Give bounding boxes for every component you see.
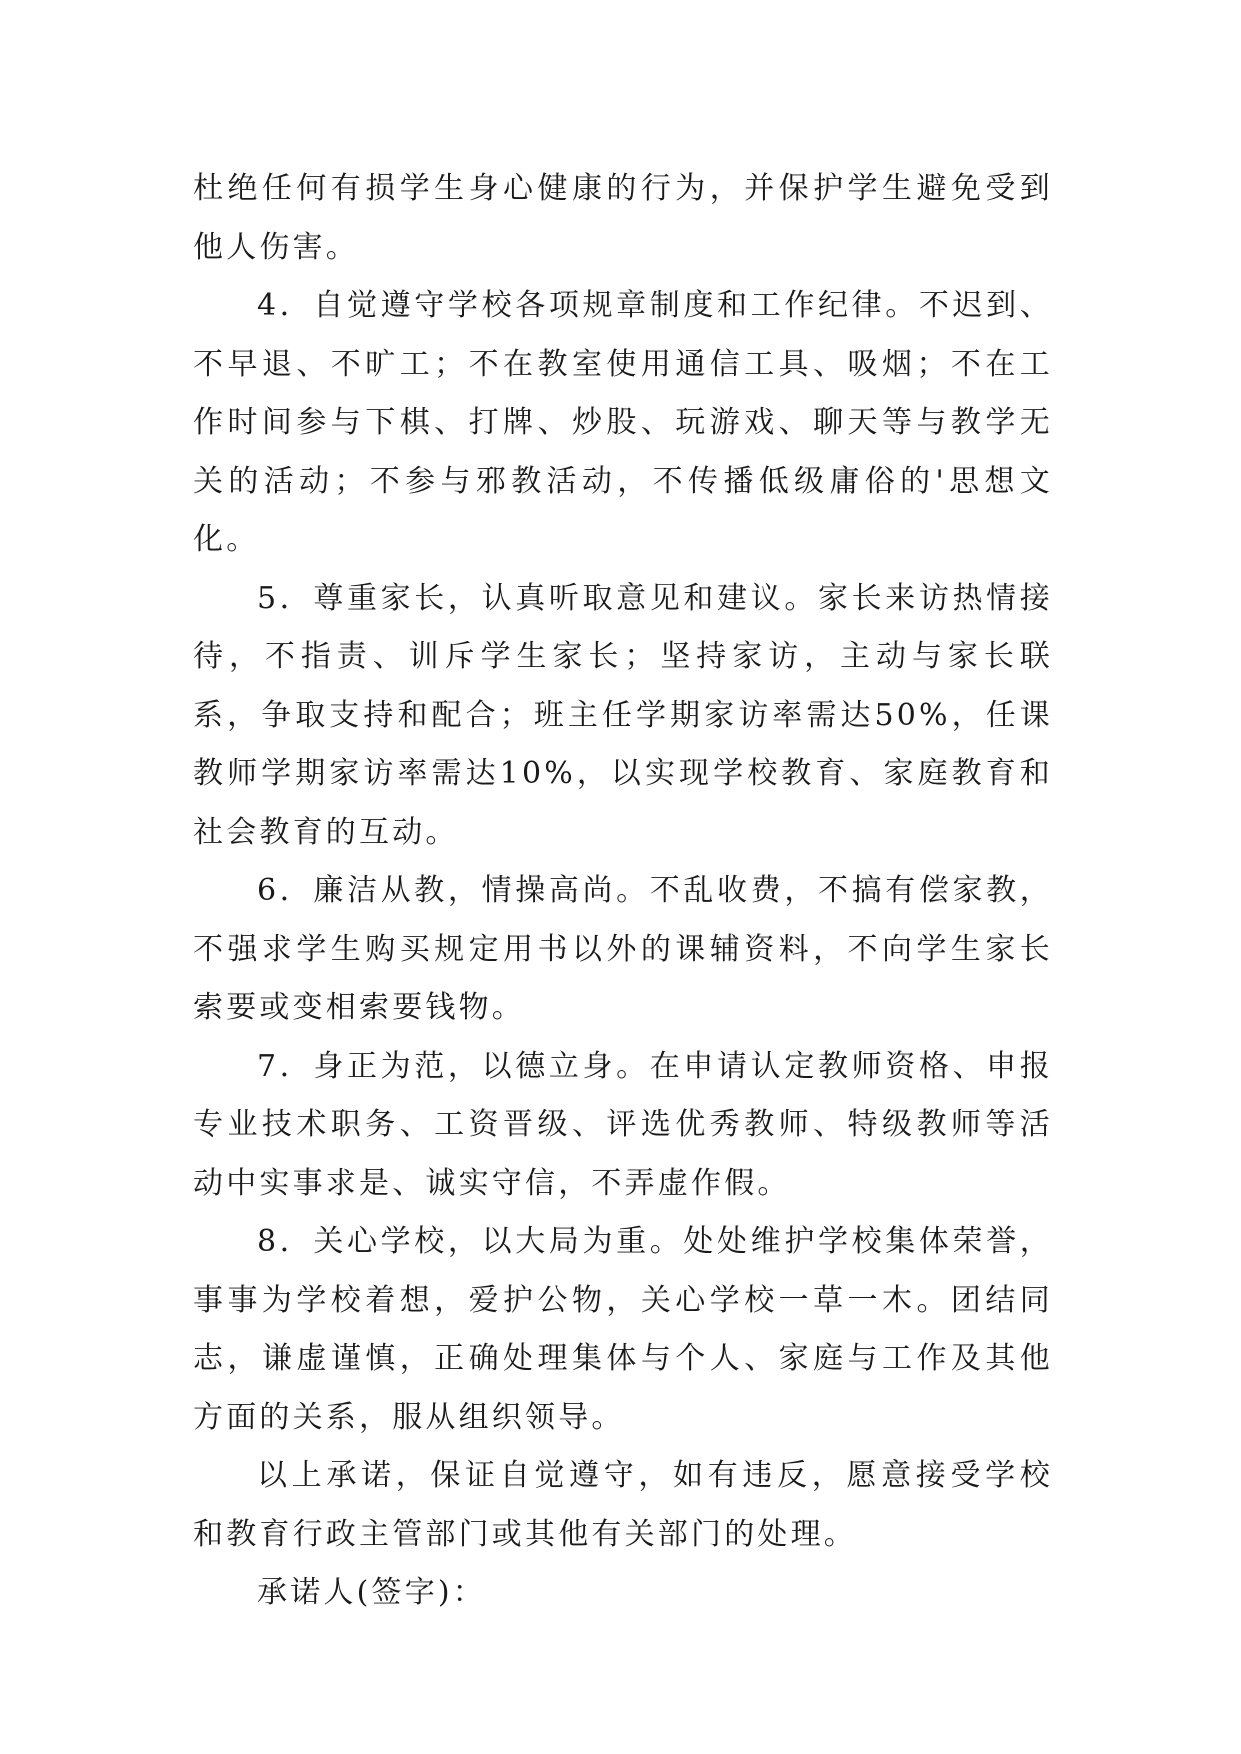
document-page xyxy=(193,160,1053,1623)
paragraph-continuation: 杜绝任何有损学生身心健康的行为，并保护学生避免受到他人伤害。 xyxy=(193,171,1053,265)
paragraph-commitment: 以上承诺，保证自觉遵守，如有违反，愿意接受学校和教育行政主管部门或其他有关部门的处理。 xyxy=(193,1458,1053,1552)
paragraph-item-6: 6．廉洁从教，情操高尚。不乱收费，不搞有偿家教，不强求学生购买规定用书以外的课辅资料，不向学生家长索要或变相索要钱物。 xyxy=(193,873,1053,1025)
paragraph-item-7: 7．身正为范，以德立身。在申请认定教师资格、申报专业技术职务、工资晋级、评选优秀教师、特级教师等活动中实事求是、诚实守信，不弄虚作假。 xyxy=(193,1048,1053,1201)
paragraph-item-8: 8．关心学校，以大局为重。处处维护学校集体荣誉，事事为学校着想，爱护公物，关心学校一草一木。团结同志，谦虚谨慎，正确处理集体与个人、家庭与工作及其他方面的关系，服从组织领导。 xyxy=(193,1224,1053,1435)
paragraph-item-4: 4．自觉遵守学校各项规章制度和工作纪律。不迟到、不早退、不旷工；不在教室使用通信工具、吸烟；不在工作时间参与下棋、打牌、炒股、玩游戏、聊天等与教学无关的活动；不参与邪教活动，不传播低级庸俗的'思想文化。 xyxy=(193,288,1053,557)
signature-line: 承诺人(签字)： xyxy=(257,1575,487,1610)
paragraph-item-5: 5．尊重家长，认真听取意见和建议。家长来访热情接待，不指责、训斥学生家长；坚持家访，主动与家长联系，争取支持和配合；班主任学期家访率需达50%，任课教师学期家访率需达10%，以实现学校教育、家庭教育和社会教育的互动。 xyxy=(193,580,1053,850)
